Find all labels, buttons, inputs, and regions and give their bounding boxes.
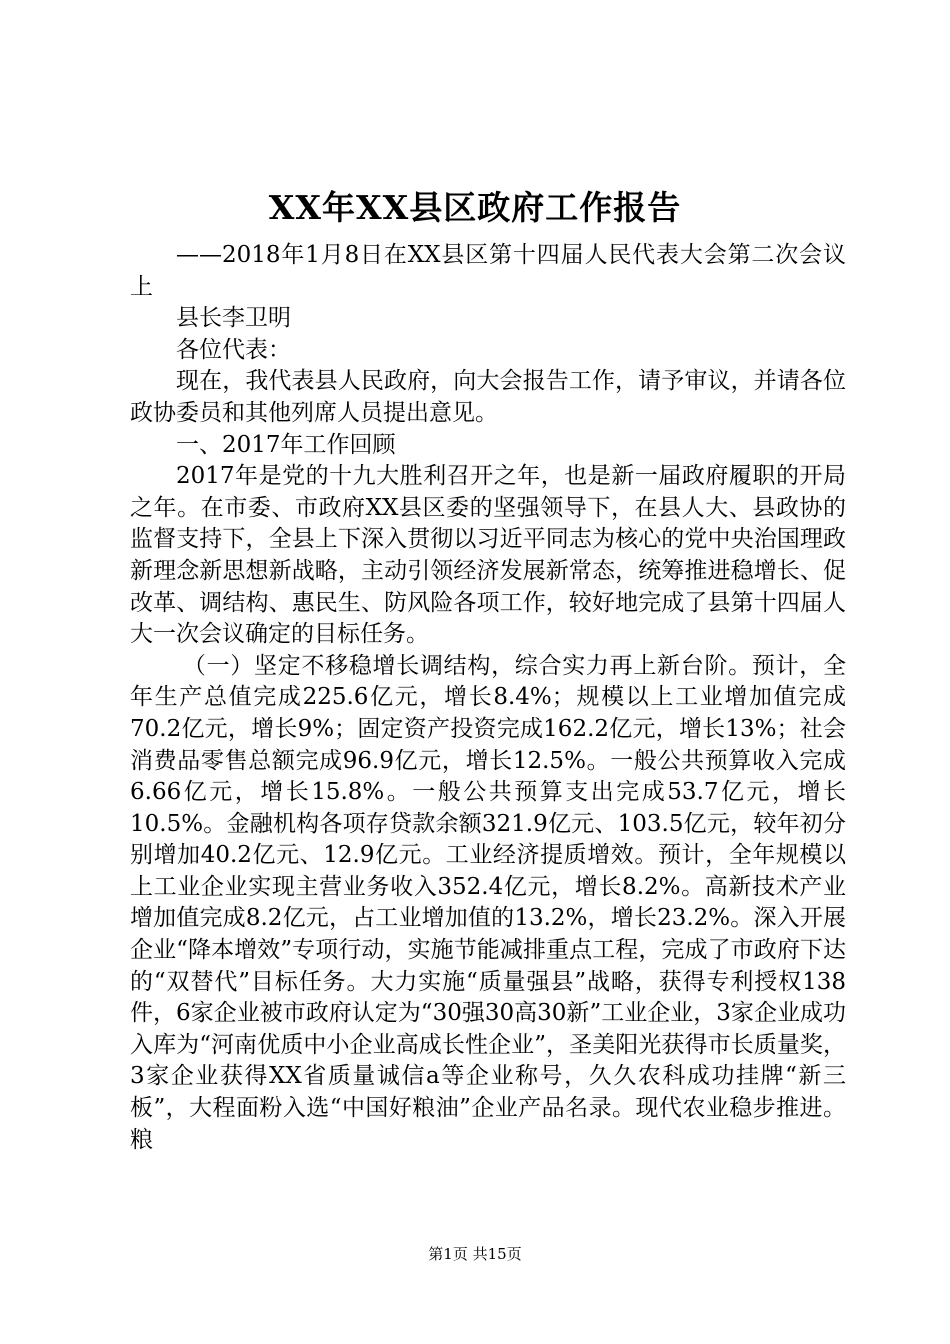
document-title: XX年XX县区政府工作报告 [268,188,682,227]
paragraph-intro: 现在，我代表县人民政府，向大会报告工作，请予审议，并请各位政协委员和其他列席人员提出意见。 [130,368,846,426]
document-subtitle: ——2018年1月8日在XX县区第十四届人民代表大会第二次会议上 [130,242,846,300]
speaker-line: 县长李卫明 [176,305,291,332]
page-footer: 第1页 共15页 [428,1245,522,1263]
document-body [130,240,846,1156]
paragraph-section-one: （一）坚定不移稳增长调结构，综合实力再上新台阶。预计，全年生产总值完成225.6亿元，增长8.4%；规模以上工业增加值完成70.2亿元，增长9%；固定资产投资完成162.2亿元，增长13%；社会消费品零售总额完成96.9亿元，增长12.5%。一般公共预算收入完成6.66亿元，增长15.8%。一般公共预算支出完成53.7亿元，增长10.5%。金融机构各项存贷款余额321.9亿元、103.5亿元，较年初分别增加40.2亿元、12.9亿元。工业经济提质增效。预计，全年规模以上工业企业实现主营业务收入352.4亿元，增长8.2%。高新技术产业增加值完成8.2亿元，占工业增加值的13.2%，增长23.2%。深入开展企业“降本增效”专项行动，实施节能减排重点工程，完成了市政府下达的“双替代”目标任务。大力实施“质量强县”战略，获得专利授权138件，6家企业被市政府认定为“30强30高30新”工业企业，3家企业成功入库为“河南优质中小企业高成长性企业”，圣美阳光获得市长质量奖，3家企业获得XX省质量诚信a等企业称号，久久农科成功挂牌“新三板”，大程面粉入选“中国好粮油”企业产品名录。现代农业稳步推进。粮 [130,652,846,1153]
paragraph-review: 2017年是党的十九大胜利召开之年，也是新一届政府履职的开局之年。在市委、市政府XX县区委的坚强领导下，在县人大、县政协的监督支持下，全县上下深入贯彻以习近平同志为核心的党中央治国理政新理念新思想新战略，主动引领经济发展新常态，统筹推进稳增长、促改革、调结构、惠民生、防风险各项工作，较好地完成了县第十四届人大一次会议确定的目标任务。 [130,463,846,648]
salutation: 各位代表： [176,336,291,363]
section-heading: 一、2017年工作回顾 [176,431,396,458]
